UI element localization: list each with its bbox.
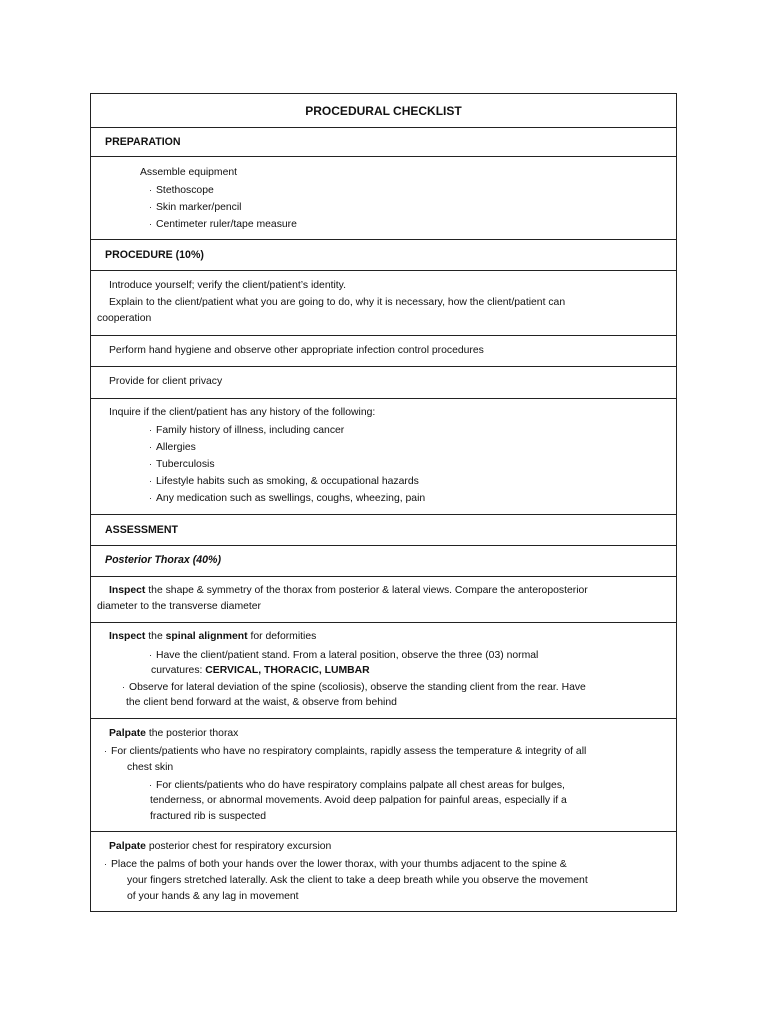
checklist-item — [97, 343, 484, 360]
bullet-icon: · — [149, 185, 152, 195]
checklist-item — [97, 295, 565, 312]
equipment-item — [149, 199, 241, 217]
palpate-label: Palpate — [109, 728, 146, 739]
history-text: Tuberculosis — [156, 459, 215, 470]
sub-step — [104, 743, 586, 761]
bullet-icon: · — [149, 493, 152, 503]
procedure-heading: PROCEDURE (10%) — [105, 249, 204, 261]
sub-step-continuation: of your hands & any lag in movement — [127, 891, 299, 902]
hygiene-row — [91, 336, 676, 367]
observe-text: Observe for lateral deviation of the spine (scoliosis), observe the standing client from the rear. Have — [129, 682, 586, 693]
checklist-item — [97, 278, 346, 295]
bullet-icon: · — [149, 202, 152, 212]
inspect-spine-text: the — [145, 631, 166, 642]
history-row — [91, 399, 676, 515]
equipment-item — [149, 182, 214, 200]
introduce-row — [91, 271, 676, 336]
privacy-row — [91, 367, 676, 399]
bullet-icon: · — [149, 459, 152, 469]
equipment-text: Stethoscope — [156, 185, 214, 196]
bullet-icon: · — [149, 219, 152, 229]
checklist-item — [97, 374, 222, 391]
curvatures-list: CERVICAL, THORACIC, LUMBAR — [205, 665, 370, 676]
checklist-item — [97, 839, 331, 856]
title-row — [91, 94, 676, 128]
assessment-header-row — [91, 515, 676, 546]
palpate-excursion-text: posterior chest for respiratory excursion — [145, 841, 332, 852]
bullet-icon: · — [149, 442, 152, 452]
bullet-icon: · — [149, 780, 152, 790]
history-text: Any medication such as swellings, coughs, wheezing, pain — [156, 493, 426, 504]
inspect-shape-row — [91, 577, 676, 623]
posterior-thorax-subheading: Posterior Thorax (40%) — [105, 554, 221, 566]
bullet-icon: · — [122, 682, 125, 692]
spinal-alignment-label: spinal alignment — [165, 631, 248, 642]
hygiene-text: Perform hand hygiene and observe other appropriate infection control procedures — [109, 345, 484, 356]
history-item — [149, 422, 344, 440]
procedural-checklist-table — [90, 93, 677, 912]
equipment-item — [149, 216, 297, 234]
palpate-excursion-row — [91, 832, 676, 912]
inspect-shape-text: the shape & symmetry of the thorax from posterior & lateral views. Compare the anteroposterior — [145, 585, 588, 596]
excursion-text: Place the palms of both your hands over the lower thorax, with your thumbs adjacent to the spine & — [111, 859, 567, 870]
stand-text: Have the client/patient stand. From a lateral position, observe the three (03) normal — [156, 650, 539, 661]
inquire-text: Inquire if the client/patient has any history of the following: — [109, 407, 376, 418]
history-item — [149, 490, 425, 508]
introduce-text: Introduce yourself; verify the client/patient’s identity. — [109, 280, 346, 291]
sub-step-continuation: your fingers stretched laterally. Ask the client to take a deep breath while you observe the movement — [127, 875, 588, 886]
history-text: Lifestyle habits such as smoking, & occupational hazards — [156, 476, 419, 487]
checklist-title: PROCEDURAL CHECKLIST — [305, 104, 462, 118]
checklist-item — [97, 629, 316, 646]
inspect-spine-row — [91, 623, 676, 719]
procedure-header-row — [91, 240, 676, 271]
sub-step-continuation: chest skin — [127, 762, 174, 773]
inspect-label: Inspect — [109, 585, 146, 596]
palpate-label: Palpate — [109, 841, 146, 852]
checklist-item — [128, 165, 237, 182]
equipment-text: Centimeter ruler/tape measure — [156, 219, 297, 230]
sub-step — [104, 856, 567, 874]
explain-continuation: cooperation — [97, 313, 152, 324]
inspect-spine-text: for deformities — [247, 631, 317, 642]
palpate-thorax-text: the posterior thorax — [145, 728, 239, 739]
sub-step-continuation: tenderness, or abnormal movements. Avoid deep palpation for painful areas, especially if a — [150, 795, 567, 806]
no-complaints-text: For clients/patients who have no respiratory complaints, rapidly assess the temperature & integrity of all — [111, 746, 587, 757]
posterior-thorax-row — [91, 546, 676, 577]
history-item — [149, 456, 215, 474]
explain-text: Explain to the client/patient what you are going to do, why it is necessary, how the client/patient can — [109, 297, 566, 308]
checklist-item — [97, 405, 375, 422]
assessment-heading: ASSESSMENT — [105, 524, 178, 536]
history-item — [149, 473, 419, 491]
preparation-header-row — [91, 128, 676, 157]
sub-step-continuation: fractured rib is suspected — [150, 811, 267, 822]
privacy-text: Provide for client privacy — [109, 376, 223, 387]
complaints-text: For clients/patients who do have respiratory complains palpate all chest areas for bulges, — [156, 780, 565, 791]
checklist-item — [97, 726, 238, 743]
preparation-content-row — [91, 157, 676, 240]
checklist-item — [97, 583, 588, 600]
palpate-thorax-row — [91, 719, 676, 832]
bullet-icon: · — [149, 476, 152, 486]
bullet-icon: · — [149, 425, 152, 435]
inspect-label: Inspect — [109, 631, 146, 642]
preparation-heading: PREPARATION — [105, 136, 181, 148]
bullet-icon: · — [104, 746, 107, 756]
bullet-icon: · — [104, 859, 107, 869]
inspect-shape-continuation: diameter to the transverse diameter — [97, 601, 262, 612]
history-text: Allergies — [156, 442, 196, 453]
curvatures-label: curvatures: — [151, 665, 206, 676]
bullet-icon: · — [149, 650, 152, 660]
sub-step-continuation: the client bend forward at the waist, & observe from behind — [126, 697, 397, 708]
assemble-equipment-text: Assemble equipment — [140, 167, 238, 178]
equipment-text: Skin marker/pencil — [156, 202, 242, 213]
history-item — [149, 439, 196, 457]
history-text: Family history of illness, including cancer — [156, 425, 345, 436]
sub-step-continuation — [151, 663, 370, 680]
